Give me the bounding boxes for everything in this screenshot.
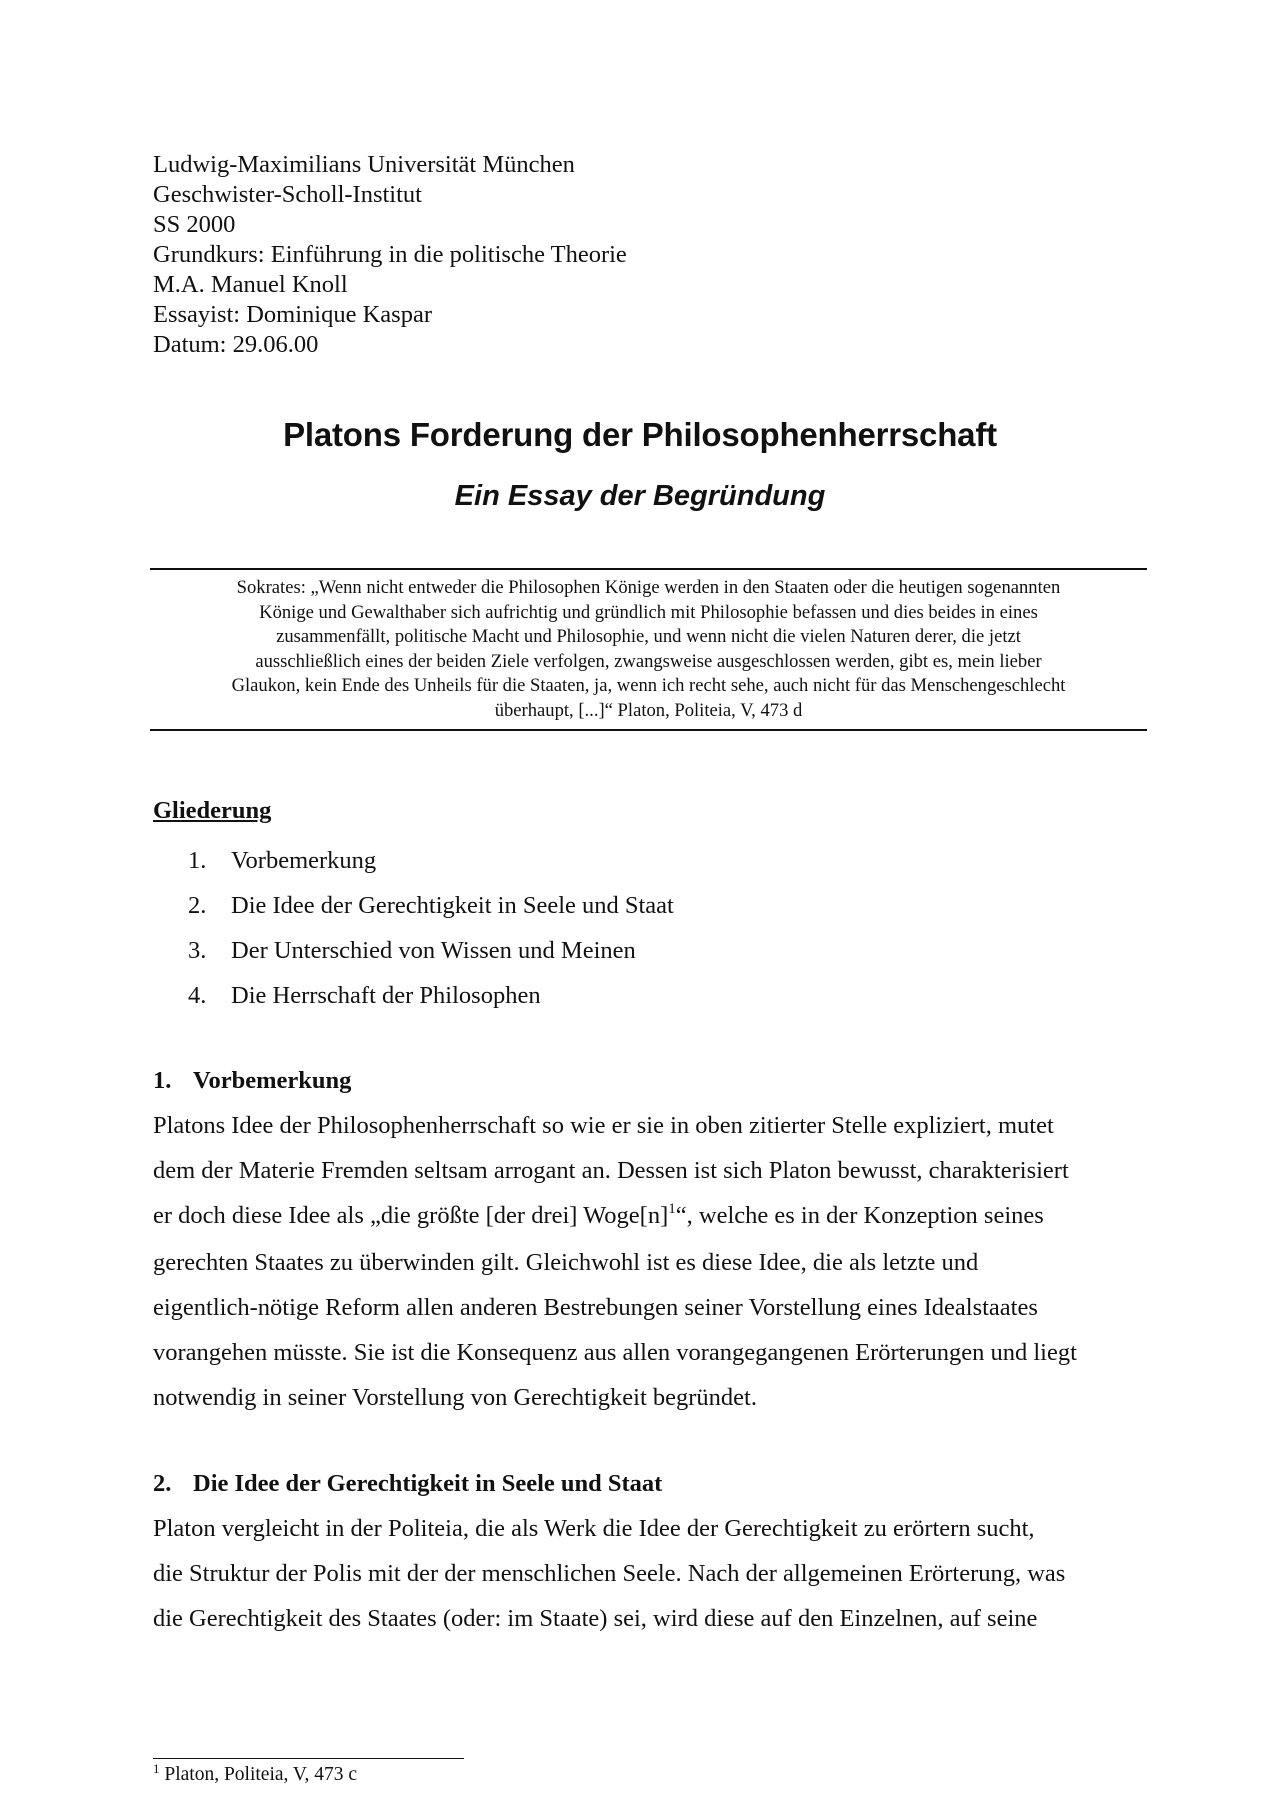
outline-heading: Gliederung	[153, 797, 272, 824]
section-2-body	[153, 1507, 1133, 1641]
body-line: die Struktur der Polis mit der der menschlichen Seele. Nach der allgemeinen Erörterung, was	[153, 1559, 1066, 1587]
header-university: Ludwig-Maximilians Universität München	[153, 151, 575, 178]
header-course: Grundkurs: Einführung in die politische Theorie	[153, 241, 627, 268]
header-semester: SS 2000	[153, 211, 236, 238]
outline-list	[188, 838, 674, 1018]
outline-item	[188, 838, 674, 883]
outline-item-label: Die Herrschaft der Philosophen	[231, 982, 541, 1009]
outline-item	[188, 883, 674, 928]
body-line: vorangehen müsste. Sie ist die Konsequenz aus allen vorangegangenen Erörterungen und liegt	[153, 1338, 1077, 1366]
epigraph-line: Könige und Gewalthaber sich aufrichtig und gründlich mit Philosophie befassen und dies beides in eines	[259, 601, 1038, 623]
epigraph-line: ausschließlich eines der beiden Ziele verfolgen, zwangsweise ausgeschlossen werden, gibt es, mein lieber	[255, 650, 1042, 672]
section-1-heading	[153, 1067, 351, 1095]
document-title: Platons Forderung der Philosophenherrschaft	[283, 416, 997, 453]
footnote-reference[interactable]: 1	[668, 1200, 676, 1217]
body-line: Platon vergleicht in der Politeia, die als Werk die Idee der Gerechtigkeit zu erörtern sucht,	[153, 1515, 1035, 1542]
section-2-title: Die Idee der Gerechtigkeit in Seele und Staat	[193, 1470, 663, 1497]
header-date: Datum: 29.06.00	[153, 331, 319, 358]
section-1-title: Vorbemerkung	[193, 1067, 352, 1094]
outline-item-label: Die Idee der Gerechtigkeit in Seele und Staat	[231, 892, 674, 919]
outline-item	[188, 973, 674, 1018]
body-line: gerechten Staates zu überwinden gilt. Gleichwohl ist es diese Idee, die als letzte und	[153, 1249, 979, 1277]
document-subtitle: Ein Essay der Begründung	[454, 480, 826, 512]
outline-item	[188, 928, 674, 973]
footnote-number: 1	[153, 1761, 160, 1776]
body-line: Platons Idee der Philosophenherrschaft so wie er sie in oben zitierter Stelle expliziert, mutet	[153, 1112, 1054, 1139]
epigraph-line: Sokrates: „Wenn nicht entweder die Philosophen Könige werden in den Staaten oder die heutigen sogenannten	[236, 577, 1061, 598]
header-institute: Geschwister-Scholl-Institut	[153, 181, 422, 208]
body-line: eigentlich-nötige Reform allen anderen Bestrebungen seiner Vorstellung eines Idealstaates	[153, 1294, 1038, 1322]
footnote-separator	[153, 1758, 464, 1759]
footnote	[153, 1761, 358, 1786]
header-instructor: M.A. Manuel Knoll	[153, 271, 348, 298]
outline-item-number: 4.	[188, 982, 207, 1009]
body-line: notwendig in seiner Vorstellung von Gerechtigkeit begründet.	[153, 1383, 757, 1411]
outline-item-label: Vorbemerkung	[231, 847, 377, 874]
header-block	[153, 150, 627, 360]
section-2-heading	[153, 1470, 662, 1498]
outline-item-label: Der Unterschied von Wissen und Meinen	[231, 937, 636, 964]
footnote-text: Platon, Politeia, V, 473 c	[159, 1764, 358, 1785]
epigraph-line: überhaupt, [...]“ Platon, Politeia, V, 473 d	[494, 699, 803, 721]
body-line: die Gerechtigkeit des Staates (oder: im Staate) sei, wird diese auf den Einzelnen, auf seine	[153, 1604, 1038, 1632]
outline-item-number: 2.	[188, 892, 207, 919]
section-1-number: 1.	[153, 1067, 172, 1094]
section-2-number: 2.	[153, 1470, 172, 1497]
epigraph-quote	[150, 568, 1147, 731]
body-text: er doch diese Idee als „die größte [der drei] Woge[n]	[153, 1201, 669, 1229]
header-author: Essayist: Dominique Kaspar	[153, 301, 432, 328]
outline-item-number: 3.	[188, 937, 207, 964]
epigraph-line: Glaukon, kein Ende des Unheils für die Staaten, ja, wenn ich recht sehe, auch nicht für das Menschengeschlecht	[231, 675, 1066, 697]
outline-item-number: 1.	[188, 847, 207, 874]
body-text: “, welche es in der Konzeption seines	[675, 1201, 1044, 1229]
body-line-with-footnote	[153, 1194, 1133, 1242]
body-line: dem der Materie Fremden seltsam arrogant an. Dessen ist sich Platon bewusst, charakterisiert	[153, 1156, 1069, 1184]
epigraph-line: zusammenfällt, politische Macht und Philosophie, und wenn nicht die vielen Naturen derer, die jetzt	[276, 626, 1021, 648]
section-1-body	[153, 1104, 1133, 1421]
